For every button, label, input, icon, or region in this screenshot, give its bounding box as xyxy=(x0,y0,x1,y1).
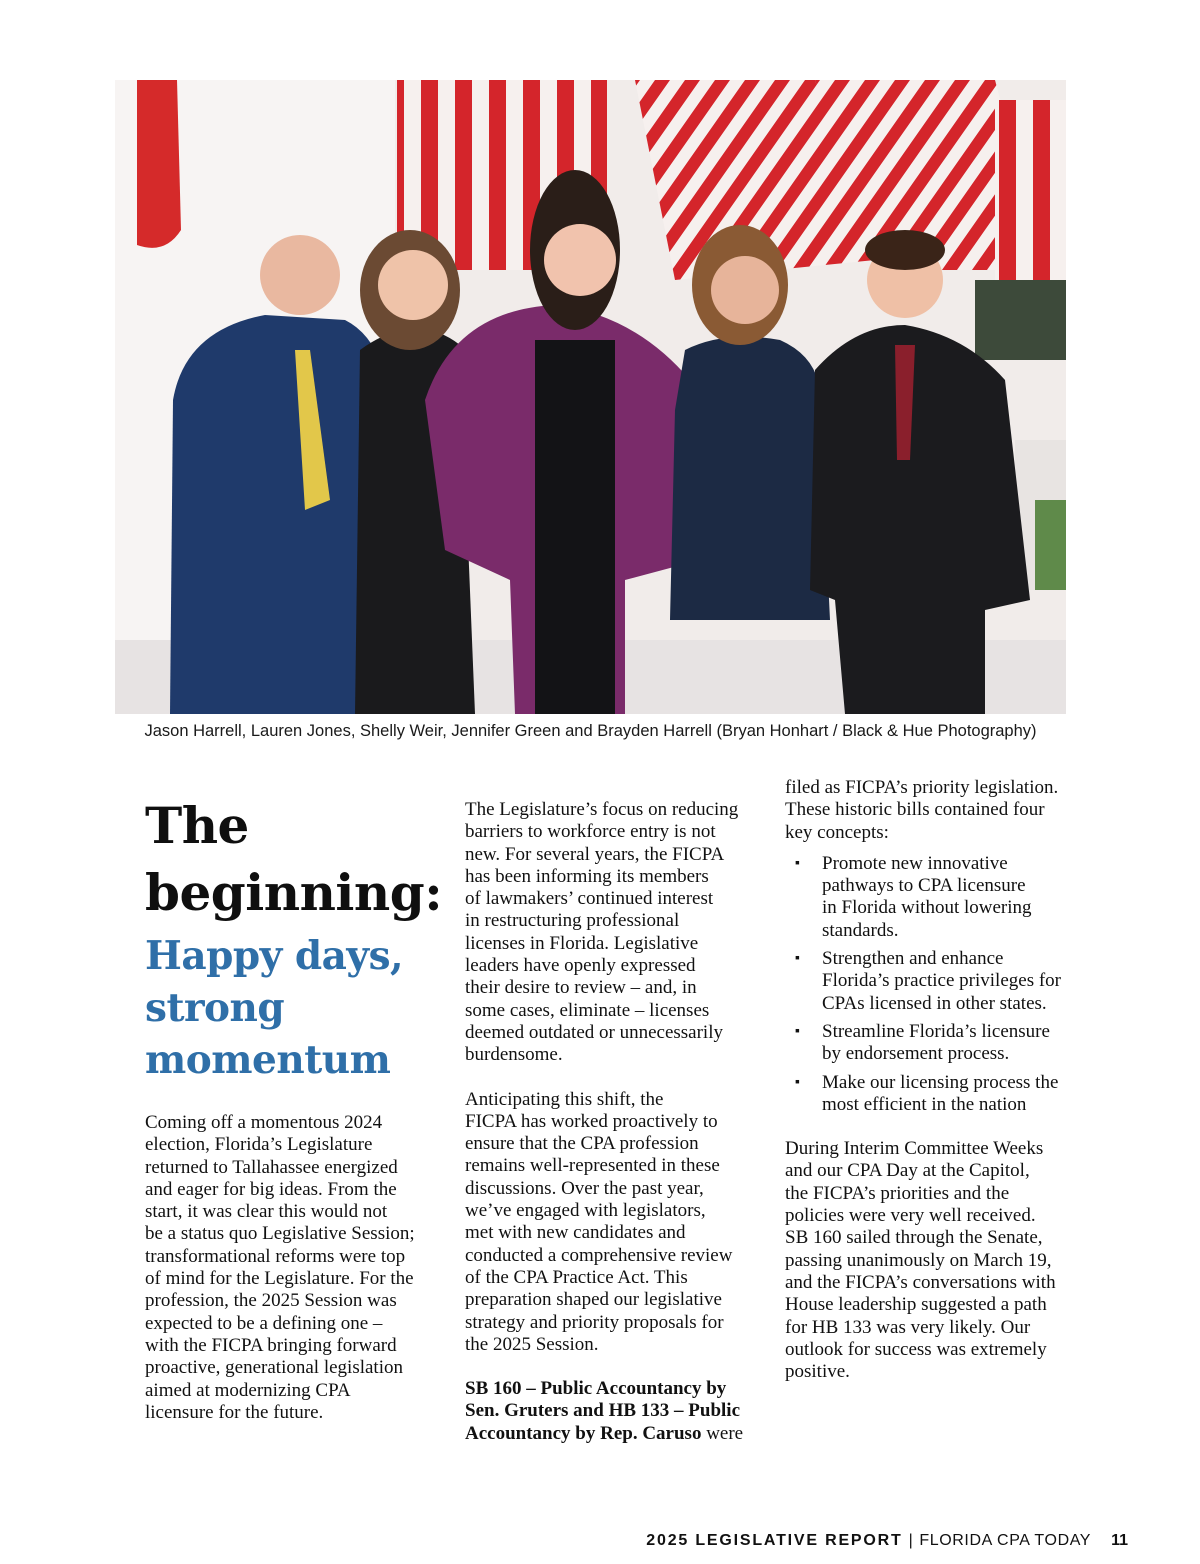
list-item xyxy=(785,1072,1085,1117)
body-2-line: we’ve engaged with legislators, xyxy=(465,1200,706,1222)
footer-publication: FLORIDA CPA TODAY xyxy=(919,1532,1092,1549)
col3-body-line: the FICPA’s priorities and the xyxy=(785,1182,1010,1204)
subheadline-line-1: Happy days, xyxy=(145,933,404,979)
intro-line: and eager for big ideas. From the xyxy=(145,1178,397,1200)
intro-line: election, Florida’s Legislature xyxy=(145,1134,373,1156)
intro-line: expected to be a defining one – xyxy=(145,1312,383,1334)
body-2-line: the 2025 Session. xyxy=(465,1333,599,1355)
bullet-line: standards. xyxy=(822,919,899,941)
intro-line: Coming off a momentous 2024 xyxy=(145,1112,383,1133)
body-1-line: barriers to workforce entry is not xyxy=(465,821,716,843)
body-1-line: some cases, eliminate – licenses xyxy=(465,999,710,1021)
col3-intro xyxy=(785,777,1085,844)
body-1-line: leaders have openly expressed xyxy=(465,955,696,977)
headline xyxy=(145,792,443,926)
subheadline xyxy=(145,930,435,1086)
intro-line: with the FICPA bringing forward xyxy=(145,1334,397,1356)
body-2-line: Anticipating this shift, the xyxy=(465,1088,664,1110)
body-1-line: new. For several years, the FICPA xyxy=(465,843,725,865)
headline-line-2: beginning: xyxy=(145,863,443,922)
column-3 xyxy=(785,777,1085,1383)
intro-line: returned to Tallahassee energized xyxy=(145,1156,398,1178)
body-2-line: conducted a comprehensive review xyxy=(465,1244,733,1266)
bill-names-line-3: Accountancy by Rep. Caruso xyxy=(465,1422,702,1444)
intro-line: transformational reforms were top xyxy=(145,1245,406,1267)
col3-body-line: During Interim Committee Weeks xyxy=(785,1138,1044,1160)
body-1-line: has been informing its members xyxy=(465,865,709,887)
body-2-line: met with new candidates and xyxy=(465,1222,686,1244)
col3-body-line: outlook for success was extremely xyxy=(785,1338,1047,1360)
intro-line: profession, the 2025 Session was xyxy=(145,1290,397,1312)
bill-trailing-text: were xyxy=(701,1422,744,1444)
body-1-line: deemed outdated or unnecessarily xyxy=(465,1021,723,1043)
column-1 xyxy=(145,792,443,1424)
intro-line: of mind for the Legislature. For the xyxy=(145,1268,414,1290)
intro-line: proactive, generational legislation xyxy=(145,1357,403,1379)
body-paragraph-2 xyxy=(465,1089,765,1357)
bill-names-line-1: SB 160 – Public Accountancy by xyxy=(465,1378,727,1400)
bullet-line: pathways to CPA licensure xyxy=(822,875,1026,897)
group-photo xyxy=(115,80,1066,714)
col3-body-line: passing unanimously on March 19, xyxy=(785,1249,1052,1271)
body-2-line: FICPA has worked proactively to xyxy=(465,1110,718,1132)
key-concepts-list xyxy=(785,853,1085,1116)
group-photo-illustration xyxy=(115,80,1066,714)
col3-body-line: for HB 133 was very likely. Our xyxy=(785,1316,1031,1338)
col3-body-line: SB 160 sailed through the Senate, xyxy=(785,1227,1043,1249)
bullet-marker: ▪ xyxy=(795,1074,800,1090)
list-item xyxy=(785,853,1085,942)
list-item xyxy=(785,948,1085,1015)
bullet-line: by endorsement process. xyxy=(822,1043,1010,1065)
intro-line: start, it was clear this would not xyxy=(145,1201,388,1223)
intro-line: licensure for the future. xyxy=(145,1401,324,1423)
intro-paragraph xyxy=(145,1112,435,1424)
body-1-line: The Legislature’s focus on reducing xyxy=(465,799,739,820)
page-number: 11 xyxy=(1111,1532,1128,1549)
headline-line-1: The xyxy=(145,796,249,855)
col3-paragraph xyxy=(785,1138,1085,1383)
footer-report: 2025 LEGISLATIVE REPORT xyxy=(646,1532,903,1549)
bullet-marker: ▪ xyxy=(795,855,800,871)
photo-caption: Jason Harrell, Lauren Jones, Shelly Weir, Jennifer Green and Brayden Harrell (Bryan Honhart / Black & Hue Photography) xyxy=(144,722,1037,740)
page-footer xyxy=(646,1532,1128,1550)
col3-body-line: positive. xyxy=(785,1361,850,1383)
subheadline-line-2: strong xyxy=(145,985,285,1031)
body-2-line: preparation shaped our legislative xyxy=(465,1289,722,1311)
intro-line: aimed at modernizing CPA xyxy=(145,1379,351,1401)
subheadline-line-3: momentum xyxy=(145,1037,391,1083)
body-1-line: burdensome. xyxy=(465,1044,563,1066)
body-1-line: in restructuring professional xyxy=(465,910,680,932)
body-2-line: discussions. Over the past year, xyxy=(465,1177,704,1199)
bullet-line: Florida’s practice privileges for xyxy=(822,970,1062,992)
footer-separator: | xyxy=(908,1532,914,1549)
body-paragraph-3 xyxy=(465,1378,765,1445)
bill-names-line-2: Sen. Gruters and HB 133 – Public xyxy=(465,1400,740,1422)
body-1-line: licenses in Florida. Legislative xyxy=(465,932,699,954)
intro-line: be a status quo Legislative Session; xyxy=(145,1223,415,1245)
bullet-line: Streamline Florida’s licensure xyxy=(822,1020,1050,1042)
bullet-line: in Florida without lowering xyxy=(822,897,1032,919)
bullet-line: Strengthen and enhance xyxy=(822,948,1004,970)
body-1-line: of lawmakers’ continued interest xyxy=(465,888,714,910)
bullet-marker: ▪ xyxy=(795,1023,800,1039)
bullet-line: CPAs licensed in other states. xyxy=(822,992,1047,1014)
body-2-line: ensure that the CPA profession xyxy=(465,1133,699,1155)
col3-body-line: and our CPA Day at the Capitol, xyxy=(785,1160,1030,1182)
body-2-line: strategy and priority proposals for xyxy=(465,1311,724,1333)
col3-intro-line: key concepts: xyxy=(785,821,889,843)
col3-intro-line: These historic bills contained four xyxy=(785,799,1045,821)
bullet-line: Make our licensing process the xyxy=(822,1071,1059,1093)
col3-body-line: and the FICPA’s conversations with xyxy=(785,1271,1056,1293)
body-1-line: their desire to review – and, in xyxy=(465,977,697,999)
bullet-marker: ▪ xyxy=(795,951,800,967)
col3-body-line: policies were very well received. xyxy=(785,1205,1036,1227)
column-2 xyxy=(465,799,765,1445)
body-2-line: remains well-represented in these xyxy=(465,1155,720,1177)
col3-intro-line: filed as FICPA’s priority legislation. xyxy=(785,777,1059,798)
col3-body-line: House leadership suggested a path xyxy=(785,1294,1047,1316)
list-item xyxy=(785,1021,1085,1066)
body-paragraph-1 xyxy=(465,799,765,1067)
body-2-line: of the CPA Practice Act. This xyxy=(465,1266,688,1288)
bullet-line: Promote new innovative xyxy=(822,852,1008,874)
bullet-line: most efficient in the nation xyxy=(822,1093,1027,1115)
